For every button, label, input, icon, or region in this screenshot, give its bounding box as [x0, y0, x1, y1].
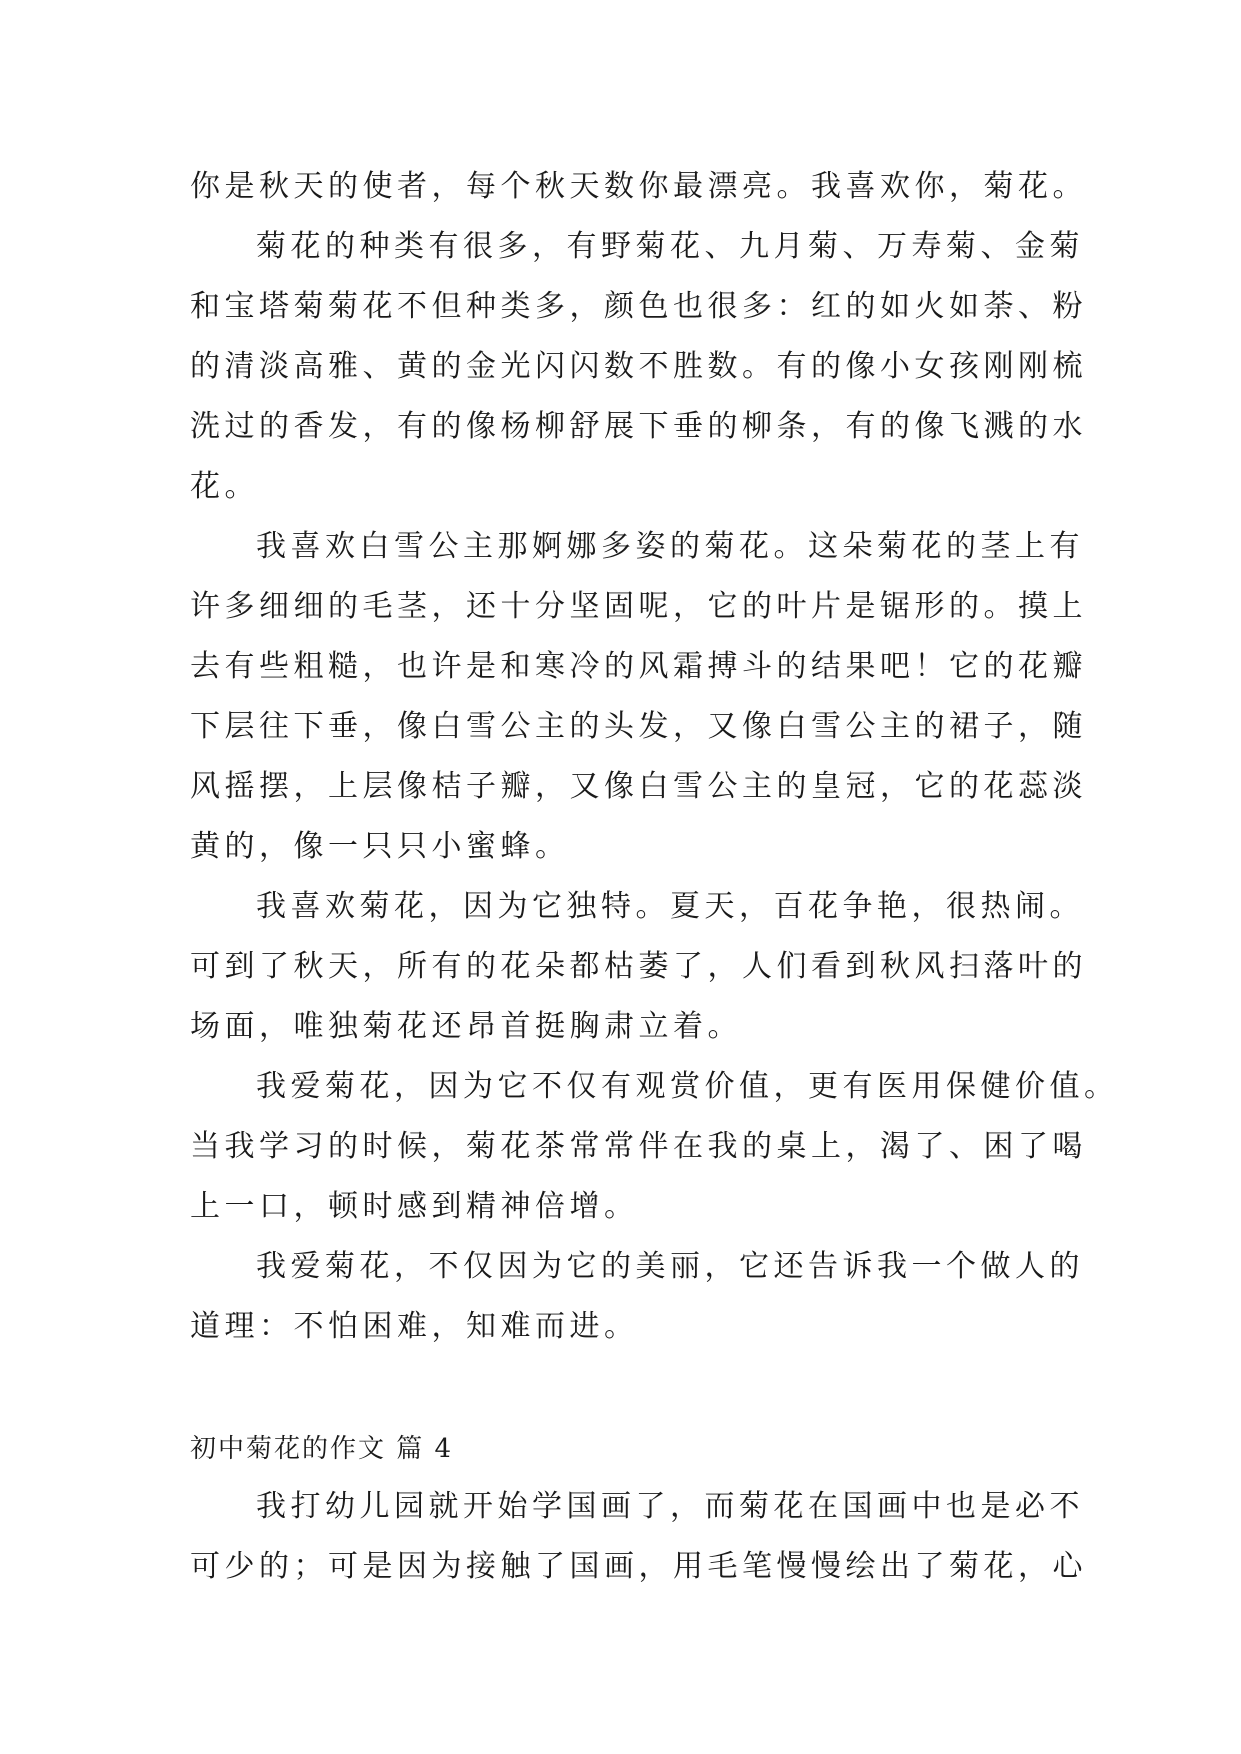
text-line: 洗过的香发，有的像杨柳舒展下垂的柳条，有的像飞溅的水 [190, 409, 1087, 444]
paragraph-start: 我打幼儿园就开始学国画了，而菊花在国画中也是必不 [256, 1489, 1084, 1524]
text-line: 你是秋天的使者，每个秋天数你最漂亮。我喜欢你，菊花。 [190, 169, 1087, 204]
text-line: 的清淡高雅、黄的金光闪闪数不胜数。有的像小女孩刚刚梳 [190, 349, 1087, 384]
text-line: 去有些粗糙，也许是和寒冷的风霜搏斗的结果吧！它的花瓣 [190, 649, 1087, 684]
text-line: 许多细细的毛茎，还十分坚固呢，它的叶片是锯形的。摸上 [190, 589, 1087, 624]
text-line: 黄的，像一只只小蜜蜂。 [190, 829, 570, 864]
text-line: 花。 [190, 469, 259, 504]
text-line: 风摇摆，上层像桔子瓣，又像白雪公主的皇冠，它的花蕊淡 [190, 769, 1087, 804]
text-line: 可到了秋天，所有的花朵都枯萎了，人们看到秋风扫落叶的 [190, 949, 1087, 984]
section-heading: 初中菊花的作文 篇 4 [190, 1434, 454, 1464]
text-line: 上一口，顿时感到精神倍增。 [190, 1189, 639, 1224]
text-line: 道理：不怕困难，知难而进。 [190, 1309, 639, 1344]
paragraph-start: 我爱菊花，因为它不仅有观赏价值，更有医用保健价值。 [256, 1069, 1119, 1104]
paragraph-start: 我喜欢白雪公主那婀娜多姿的菊花。这朵菊花的茎上有 [256, 529, 1084, 564]
paragraph-start: 菊花的种类有很多，有野菊花、九月菊、万寿菊、金菊 [256, 229, 1084, 264]
text-line: 当我学习的时候，菊花茶常常伴在我的桌上，渴了、困了喝 [190, 1129, 1087, 1164]
text-line: 下层往下垂，像白雪公主的头发，又像白雪公主的裙子，随 [190, 709, 1087, 744]
text-line: 可少的；可是因为接触了国画，用毛笔慢慢绘出了菊花，心 [190, 1549, 1087, 1584]
text-line: 场面，唯独菊花还昂首挺胸肃立着。 [190, 1009, 742, 1044]
text-line: 和宝塔菊菊花不但种类多，颜色也很多：红的如火如荼、粉 [190, 289, 1087, 324]
paragraph-start: 我喜欢菊花，因为它独特。夏天，百花争艳，很热闹。 [256, 889, 1084, 924]
paragraph-start: 我爱菊花，不仅因为它的美丽，它还告诉我一个做人的 [256, 1249, 1084, 1284]
